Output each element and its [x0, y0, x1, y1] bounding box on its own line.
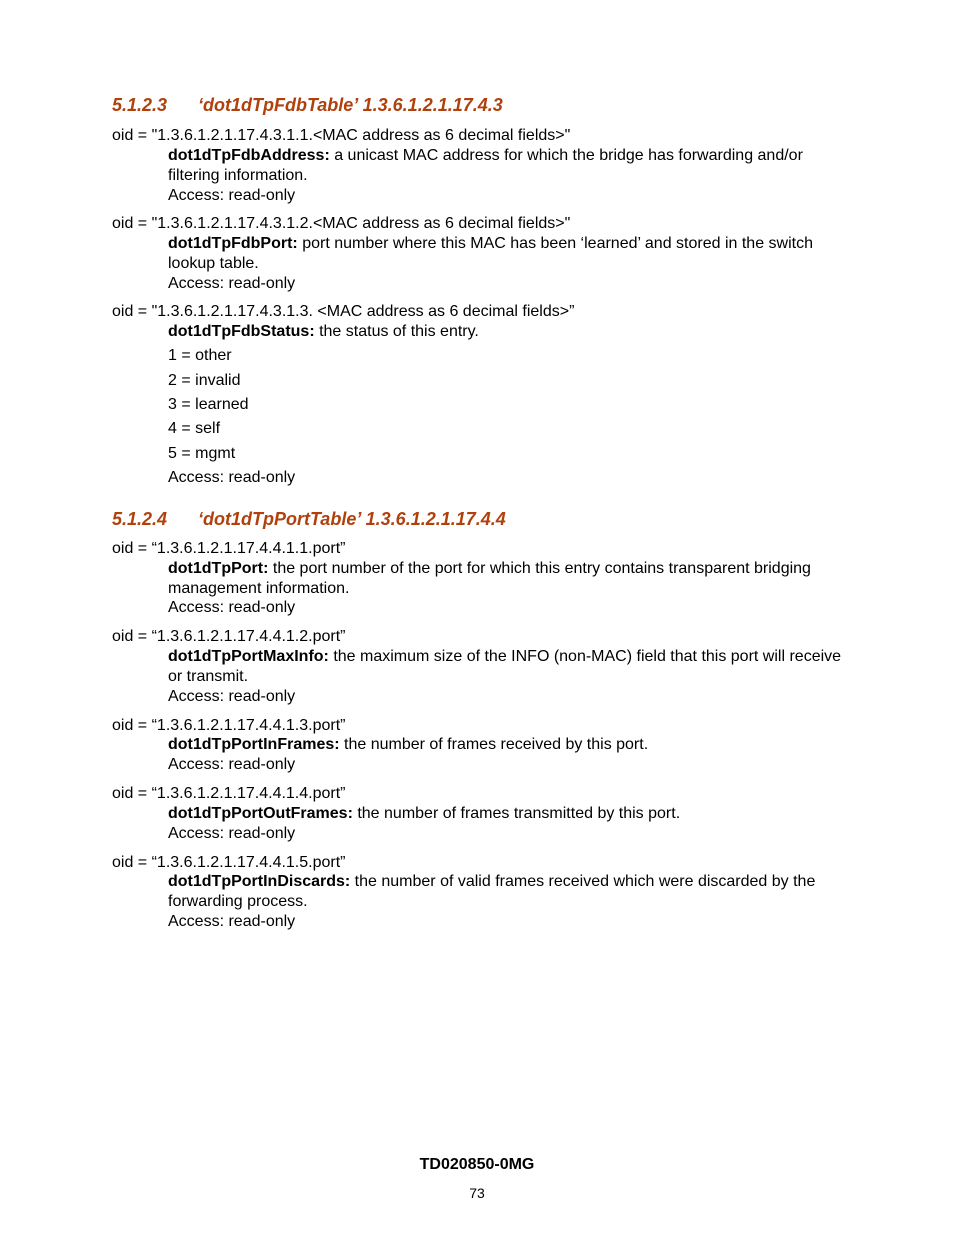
- access-line: Access: read-only: [168, 756, 296, 773]
- status-value: 4 = self: [168, 420, 221, 437]
- object-name: dot1dTpFdbAddress:: [168, 147, 330, 164]
- object-name: dot1dTpFdbStatus:: [168, 323, 315, 340]
- object-name: dot1dTpPortMaxInfo:: [168, 648, 329, 665]
- access-line: Access: read-only: [168, 825, 296, 842]
- access-line: Access: read-only: [168, 469, 296, 486]
- object-desc: port number where this MAC has been ‘learned’ and stored in the switch lookup table.: [168, 235, 813, 272]
- section-number: 5.1.2.4: [112, 509, 168, 529]
- object-desc: the number of frames transmitted by this port.: [352, 805, 681, 822]
- access-line: Access: read-only: [168, 187, 296, 204]
- status-value: 3 = learned: [168, 396, 249, 413]
- object-desc: the number of valid frames received which were discarded by the forwarding process.: [168, 873, 816, 910]
- oid-line: oid = "1.3.6.1.2.1.17.4.3.1.1.<MAC address as 6 decimal fields>": [112, 127, 571, 144]
- object-description: [168, 234, 848, 274]
- oid-line: oid = "1.3.6.1.2.1.17.4.3.1.3. <MAC address as 6 decimal fields>”: [112, 303, 575, 320]
- access-line: Access: read-only: [168, 599, 296, 616]
- object-description: [168, 647, 848, 687]
- document-id: TD020850-0MG: [419, 1156, 535, 1173]
- page-number: 73: [469, 1185, 485, 1201]
- object-description: [168, 804, 848, 824]
- status-value: 2 = invalid: [168, 372, 241, 389]
- object-name: dot1dTpPortInDiscards:: [168, 873, 351, 890]
- object-name: dot1dTpPort:: [168, 560, 269, 577]
- object-desc: the number of frames received by this port.: [339, 736, 649, 753]
- object-desc: the status of this entry.: [314, 323, 479, 340]
- object-description: [168, 322, 848, 342]
- status-value: 1 = other: [168, 347, 232, 364]
- access-line: Access: read-only: [168, 688, 296, 705]
- section-title: ‘dot1dTpFdbTable’ 1.3.6.1.2.1.17.4.3: [198, 95, 503, 115]
- section-number: 5.1.2.3: [112, 95, 168, 115]
- oid-line: oid = “1.3.6.1.2.1.17.4.4.1.2.port”: [112, 628, 346, 645]
- object-name: dot1dTpPortInFrames:: [168, 736, 340, 753]
- object-desc: a unicast MAC address for which the bridge has forwarding and/or filtering information.: [168, 147, 803, 184]
- oid-line: oid = “1.3.6.1.2.1.17.4.4.1.5.port”: [112, 854, 346, 871]
- status-value: 5 = mgmt: [168, 445, 236, 462]
- oid-line: oid = “1.3.6.1.2.1.17.4.4.1.4.port”: [112, 785, 346, 802]
- object-description: [168, 559, 848, 599]
- section-title: ‘dot1dTpPortTable’ 1.3.6.1.2.1.17.4.4: [198, 509, 506, 529]
- object-desc: the maximum size of the INFO (non-MAC) field that this port will receive or transmit.: [168, 648, 842, 685]
- oid-line: oid = “1.3.6.1.2.1.17.4.4.1.1.port”: [112, 540, 346, 557]
- object-name: dot1dTpPortOutFrames:: [168, 805, 353, 822]
- section-heading: [112, 508, 506, 530]
- access-line: Access: read-only: [168, 275, 296, 292]
- object-description: [168, 146, 848, 186]
- access-line: Access: read-only: [168, 913, 296, 930]
- oid-line: oid = "1.3.6.1.2.1.17.4.3.1.2.<MAC address as 6 decimal fields>": [112, 215, 571, 232]
- object-name: dot1dTpFdbPort:: [168, 235, 298, 252]
- object-description: [168, 735, 848, 755]
- section-heading: [112, 94, 503, 116]
- object-description: [168, 872, 848, 912]
- object-desc: the port number of the port for which this entry contains transparent bridging management information.: [168, 560, 811, 597]
- oid-line: oid = “1.3.6.1.2.1.17.4.4.1.3.port”: [112, 717, 346, 734]
